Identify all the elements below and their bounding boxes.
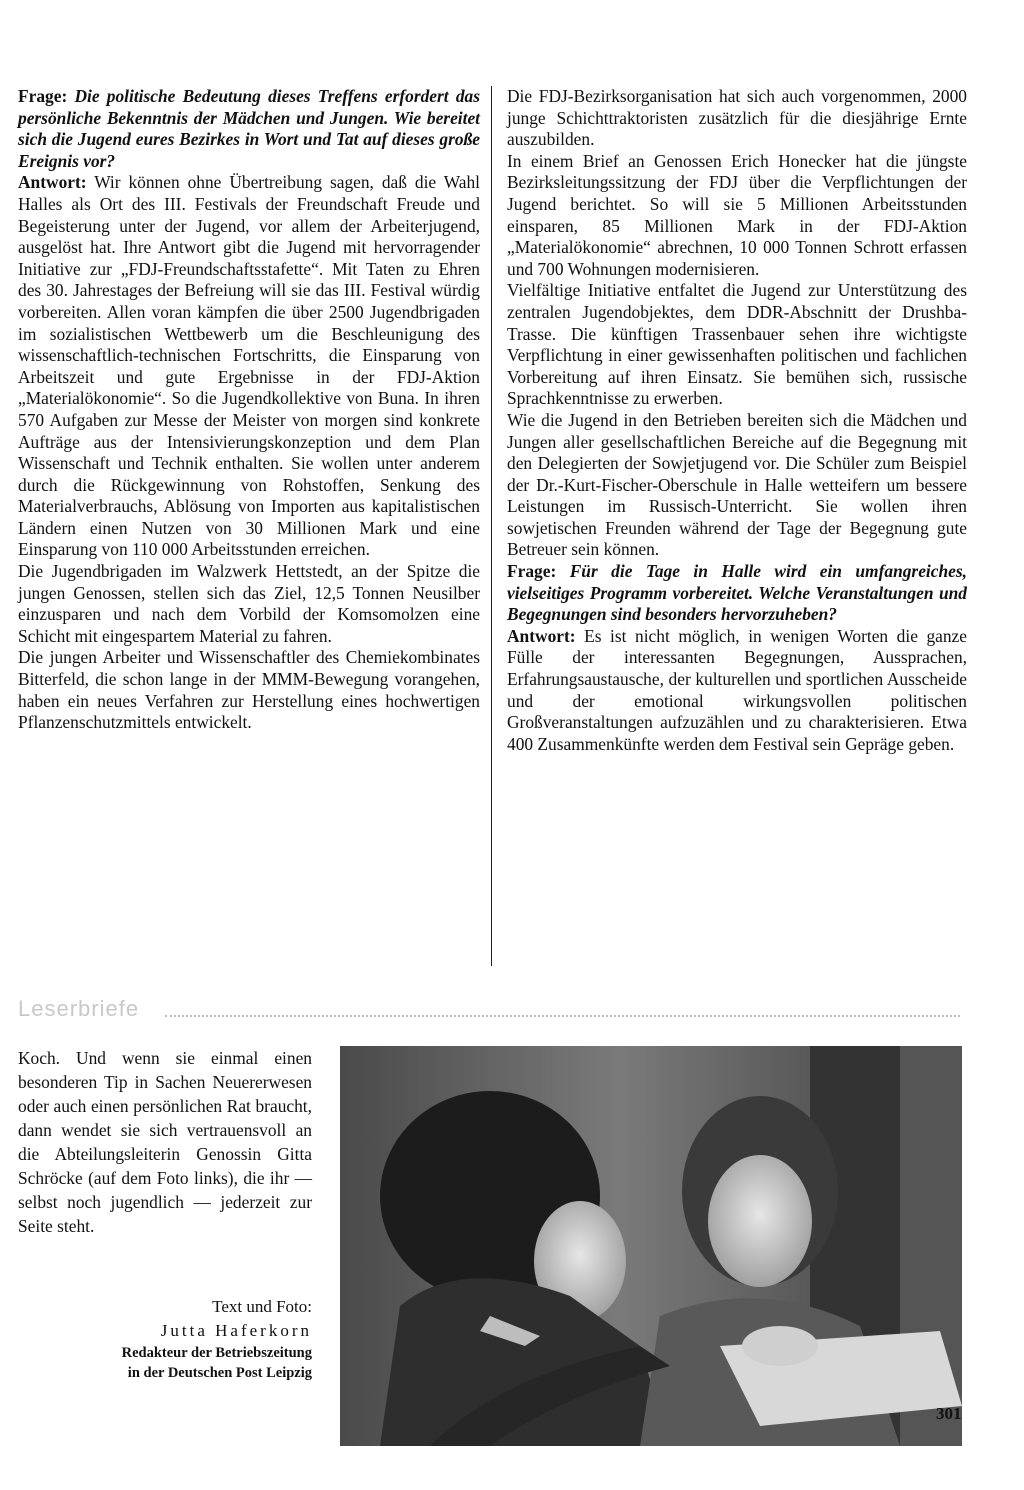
column-divider <box>491 86 492 966</box>
credit-author: Jutta Haferkorn <box>160 1321 312 1340</box>
answer-1 <box>18 172 480 561</box>
question-label: Frage: <box>18 86 68 106</box>
answer-text: Wir können ohne Übertreibung sagen, daß die Wahl Halles als Ort des III. Festivals der Freundschaft Freude und Begeisterung unter der Jugend, vor allem der Arbeiterjugend, ausgelöst hat. Ihre Antwort gibt die Jugend mit hervorragender Initiative zur „FDJ-Freundschaftsstafette“. Mit Taten zu Ehren des 30. Jahrestages der Befreiung will sie das III. Festival würdig vorbereiten. Allen voran kämpfen die über 2500 Jugendbrigaden im sozialistischen Wettbewerb um die Beschleunigung des wissenschaftlich-technischen Fortschritts, die Einsparung von Arbeitszeit und gute Ergebnisse in der FDJ-Aktion „Materialökonomie“. So die Jugendkollektive von Buna. In ihren 570 Aufgaben zur Messe der Meister von morgen sind konkrete Aufträge aus der Intensivierungskonzeption und dem Plan Wissenschaft und Technik enthalten. Sie wollen unter anderem durch die Rückgewinnung von Rohstoffen, Senkung des Materialverbrauchs, Ablösung von Importen aus kapitalistischen Ländern einen Nutzen von 30 Millionen Mark und eine Einsparung von 110 000 Arbeitsstunden erreichen. <box>18 172 480 560</box>
photo-caption <box>18 1046 312 1238</box>
page-number: 301 <box>936 1404 962 1423</box>
credit-line: Text und Foto: <box>212 1297 312 1316</box>
answer-label: Antwort: <box>507 625 576 646</box>
credit-role: Redakteur der Betriebszeitung <box>121 1345 312 1361</box>
right-text-column <box>507 86 967 755</box>
answer-text: Es ist nicht möglich, in wenigen Worten die ganze Fülle der interessanten Begegnungen, Aussprachen, Erfahrungsaustausche, der kulturellen und sportlichen Ausscheide und der emotional wirkungsvollen politischen Großveranstaltungen aufzuzählen und zu charakterisieren. Etwa 400 Zusammenkünfte werden dem Festival sein Gepräge geben. <box>507 625 967 754</box>
section-title: Leserbriefe <box>18 996 140 1021</box>
paragraph-brief-honecker: In einem Brief an Genossen Erich Honecker hat die jüngste Bezirksleitungssitzung der FDJ über die Verpflichtungen der Jugend berichtet. So will sie 5 Millionen Arbeitsstunden einsparen, 85 Millionen Mark in der FDJ-Aktion „Materialökonomie“ abrechnen, 10 000 Tonnen Schrott erfassen und 700 Wohnungen modernisieren. <box>507 150 967 279</box>
section-rule <box>165 1015 960 1017</box>
question-1 <box>18 86 480 172</box>
paragraph-begegnung: Wie die Jugend in den Betrieben bereiten sich die Mädchen und Jungen aller gesellschaftlichen Bereiche auf die Begegnung mit den Delegierten der Sowjetjugend vor. Die Schüler zum Beispiel der Dr.-Kurt-Fischer-Oberschule in Halle wetteifern um bessere Leistungen im Russisch-Unterricht. Sie wollen ihren sowjetischen Freunden während der Tage der Begegnung gute Betreuer sein können. <box>507 409 967 560</box>
paragraph-drushba-trasse: Vielfältige Initiative entfaltet die Jugend zur Unterstützung des zentralen Jugendobjektes, dem DDR-Abschnitt der Drushba-Trasse. Die künftigen Trassenbauer sehen ihre wichtigste Verpflichtung in einer gewissenhaften politischen und fachlichen Vorbereitung auf ihren Einsatz. Sie bemühen sich, russische Sprachkenntnisse zu erwerben. <box>507 280 967 409</box>
paragraph-bitterfeld: Die jungen Arbeiter und Wissenschaftler des Chemiekombinates Bitterfeld, die schon lange in der MMM-Bewegung vorangehen, haben ein neues Verfahren zur Herstellung eines hochwertigen Pflanzenschutzmittels entwickelt. <box>18 647 480 733</box>
question-text: Die politische Bedeutung dieses Treffens erfordert das persönliche Bekenntnis der Mädchen und Jungen. Wie bereitet sich die Jugend eures Bezirkes in Wort und Tat auf dieses große Ereignis vor? <box>18 86 480 171</box>
question-label: Frage: <box>507 561 557 582</box>
credit-organization: in der Deutschen Post Leipzig <box>127 1365 312 1381</box>
photo-two-women <box>340 1046 962 1446</box>
photo-illustration <box>340 1046 962 1446</box>
paragraph-hettstedt: Die Jugendbrigaden im Walzwerk Hettstedt, an der Spitze die jungen Genossen, stellen sich das Ziel, 12,5 Tonnen Neusilber einzusparen und nach dem Vorbild der Komsomolzen eine Schicht mit eingespartem Material zu fahren. <box>18 561 480 646</box>
caption-text: Koch. Und wenn sie einmal einen besonderen Tip in Sachen Neuererwesen oder auch einen persönlichen Rat braucht, dann wendet sie sich vertrauensvoll an die Abteilungsleiterin Genossin Gitta Schröcke (auf dem Foto links), die ihr — selbst noch jugendlich — jederzeit zur Seite steht. <box>18 1048 312 1236</box>
question-text: Für die Tage in Halle wird ein umfangreiches, vielseitiges Programm vorbereitet. Welche Veranstaltungen und Begegnungen sind besonders hervorzuheben? <box>507 561 967 625</box>
author-credit <box>18 1295 312 1383</box>
paragraph-schichttraktoristen: Die FDJ-Bezirksorganisation hat sich auch vorgenommen, 2000 junge Schichttraktoristen zusätzlich für die diesjährige Ernte auszubilden. <box>507 86 967 150</box>
answer-2 <box>507 626 967 756</box>
question-2 <box>507 561 967 626</box>
left-text-column <box>18 86 480 734</box>
answer-label: Antwort: <box>18 172 87 193</box>
